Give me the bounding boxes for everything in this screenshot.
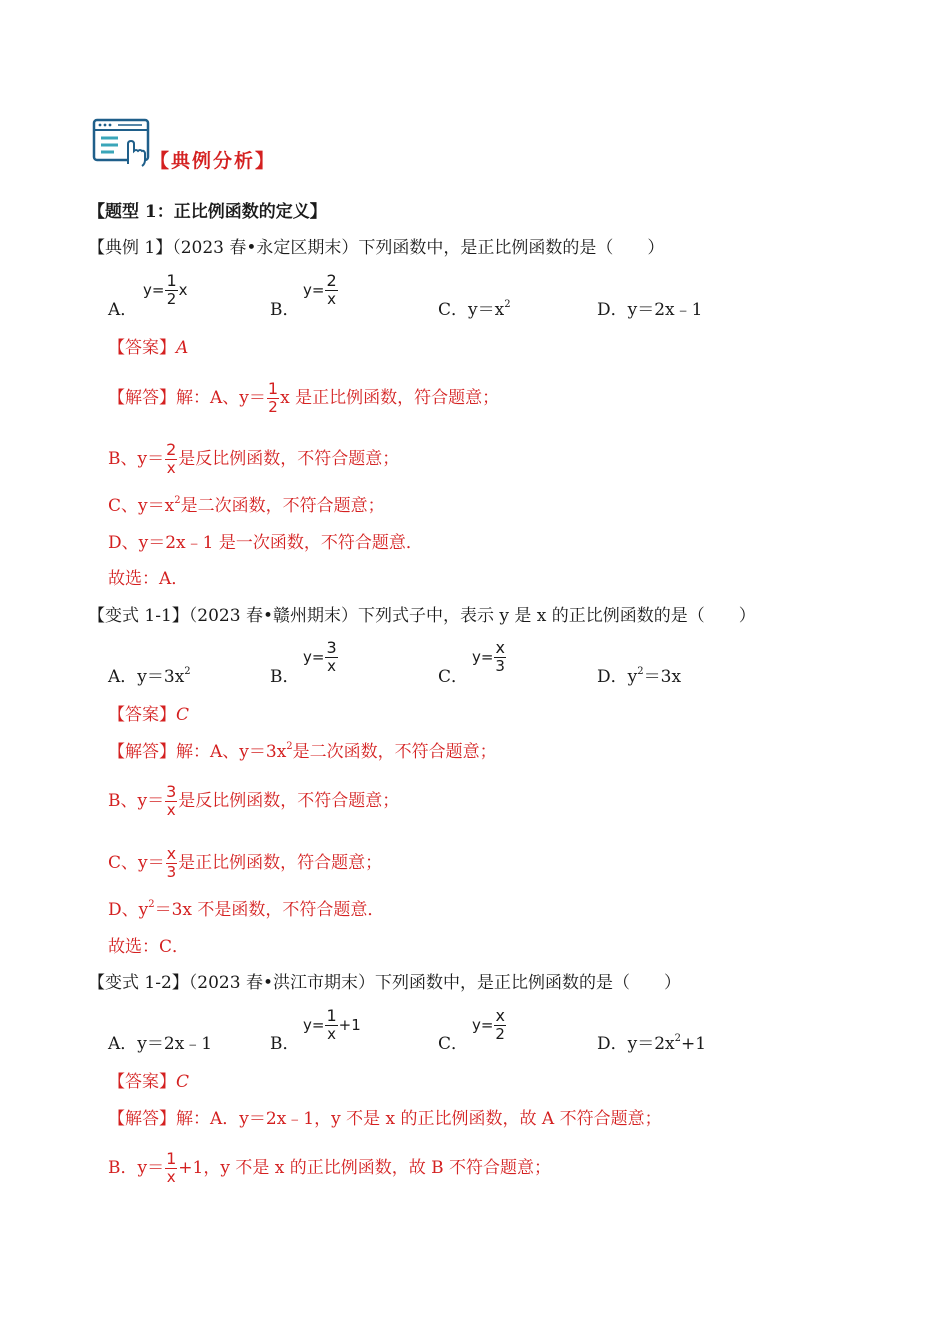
solution-text: 解：A、y＝3x bbox=[176, 742, 287, 762]
formula-tail: x bbox=[178, 281, 188, 299]
fraction-denominator: x bbox=[166, 801, 176, 819]
formula-lhs: y= bbox=[303, 648, 325, 666]
solution-text: 是正比例函数，符合题意； bbox=[178, 853, 383, 873]
solution-conclusion: 故选：C． bbox=[108, 937, 190, 957]
solution-text: B、y＝ bbox=[108, 449, 165, 469]
fraction-numerator: 1 bbox=[267, 379, 279, 398]
option-letter: D． bbox=[597, 300, 628, 320]
formula-lhs: y= bbox=[303, 1016, 325, 1034]
solution-text: 解：A、y＝ bbox=[176, 388, 266, 408]
option-b-formula bbox=[303, 1008, 361, 1042]
answer-value: C bbox=[176, 1072, 190, 1092]
fraction-denominator: x bbox=[166, 459, 176, 477]
fraction-denominator: x bbox=[166, 1168, 176, 1186]
superscript: 2 bbox=[174, 495, 181, 506]
option-letter: D． bbox=[597, 667, 628, 687]
solution-text: C、y＝x bbox=[108, 496, 175, 516]
fraction-numerator: x bbox=[166, 844, 177, 863]
solution-text: 是二次函数，不符合题意； bbox=[292, 742, 497, 762]
formula-tail: +1 bbox=[338, 1016, 361, 1034]
option-text: y＝3x bbox=[137, 667, 185, 687]
solution-text: B．y＝ bbox=[108, 1158, 165, 1178]
question-stem: （2023 春•洪江市期末）下列函数中，是正比例函数的是（ ） bbox=[188, 973, 681, 993]
answer-line bbox=[108, 703, 189, 727]
superscript: 2 bbox=[286, 741, 293, 752]
option-letter: A． bbox=[108, 1034, 138, 1054]
variant-1-1-stem bbox=[88, 604, 756, 628]
option-text: y＝2x bbox=[627, 1034, 675, 1054]
fraction-numerator: 1 bbox=[326, 1006, 337, 1025]
solution-text: +1，y 不是 x 的正比例函数，故 B 不符合题意； bbox=[178, 1158, 552, 1178]
option-text: y＝2x﹣1 bbox=[137, 1034, 213, 1054]
superscript: 2 bbox=[184, 666, 191, 677]
option-text: y bbox=[627, 667, 638, 687]
solution-text: x 是正比例函数，符合题意； bbox=[280, 388, 500, 408]
answer-label: 【答案】 bbox=[108, 338, 176, 358]
formula-lhs: y= bbox=[472, 648, 494, 666]
formula-lhs: y= bbox=[472, 1016, 494, 1034]
option-letter: D． bbox=[597, 1034, 628, 1054]
option-a-formula bbox=[143, 273, 188, 307]
option-letter: A． bbox=[108, 300, 138, 320]
fraction-numerator: 1 bbox=[166, 1149, 177, 1168]
option-d bbox=[597, 1032, 706, 1056]
solution-line-2 bbox=[108, 1143, 551, 1193]
superscript: 2 bbox=[674, 1033, 682, 1044]
answer-label: 【答案】 bbox=[108, 705, 176, 725]
fraction-numerator: 3 bbox=[166, 782, 177, 801]
fraction-denominator: 2 bbox=[268, 398, 278, 416]
option-letter: B． bbox=[270, 1034, 300, 1054]
solution-label: 【解答】 bbox=[108, 742, 176, 762]
solution-line-3 bbox=[108, 838, 382, 888]
answer-line bbox=[108, 336, 188, 360]
fraction-denominator: 2 bbox=[166, 290, 177, 308]
option-b bbox=[270, 1032, 300, 1056]
option-a bbox=[108, 665, 191, 689]
option-c bbox=[438, 1032, 468, 1056]
solution-line-1 bbox=[108, 740, 497, 764]
fraction-numerator: x bbox=[495, 638, 505, 657]
option-text: ＝3x bbox=[643, 667, 682, 687]
variant-1-2-stem bbox=[88, 971, 681, 995]
fraction-denominator: 3 bbox=[166, 863, 177, 881]
option-d bbox=[597, 665, 681, 689]
answer-value: C bbox=[176, 705, 190, 725]
fraction-denominator: x bbox=[327, 290, 336, 308]
solution-text: B、y＝ bbox=[108, 791, 165, 811]
solution-text: D、y bbox=[108, 900, 149, 920]
option-a bbox=[108, 1032, 212, 1056]
answer-label: 【答案】 bbox=[108, 1072, 176, 1092]
fraction-denominator: x bbox=[327, 657, 336, 675]
example-label: 【变式 1-2】 bbox=[88, 973, 189, 993]
solution-label: 【解答】 bbox=[108, 1109, 176, 1129]
option-c-formula bbox=[472, 640, 506, 674]
option-c bbox=[438, 665, 468, 689]
option-letter: C． bbox=[438, 667, 469, 687]
superscript: 2 bbox=[504, 299, 511, 310]
solution-text: 是反比例函数，不符合题意； bbox=[178, 791, 400, 811]
fraction-numerator: x bbox=[495, 1006, 505, 1025]
ui-form-hand-icon bbox=[92, 118, 152, 172]
superscript: 2 bbox=[148, 899, 155, 910]
solution-line-4: D、y＝2x﹣1 是一次函数，不符合题意． bbox=[108, 533, 423, 553]
option-letter: C． bbox=[438, 300, 469, 320]
solution-line-2 bbox=[108, 434, 399, 484]
fraction-numerator: 3 bbox=[326, 638, 337, 657]
option-letter: C． bbox=[438, 1034, 469, 1054]
section-heading: 【典例分析】 bbox=[150, 150, 277, 172]
example-label: 【典例 1】 bbox=[88, 238, 173, 258]
solution-text: C、y＝ bbox=[108, 853, 165, 873]
example-1-stem bbox=[88, 236, 664, 260]
fraction-denominator: 3 bbox=[495, 657, 505, 675]
fraction-numerator: 1 bbox=[166, 271, 177, 290]
option-text: +1 bbox=[681, 1034, 707, 1054]
solution-line-4 bbox=[108, 898, 384, 922]
option-text: y＝2x﹣1 bbox=[627, 300, 703, 320]
option-c bbox=[438, 298, 511, 322]
option-d bbox=[597, 298, 702, 322]
formula-lhs: y= bbox=[303, 281, 325, 299]
answer-value: A bbox=[176, 338, 189, 358]
fraction-numerator: 2 bbox=[326, 271, 337, 290]
solution-text: 是反比例函数，不符合题意； bbox=[178, 449, 400, 469]
option-a bbox=[108, 298, 137, 322]
formula-lhs: y= bbox=[143, 281, 165, 299]
solution-label: 【解答】 bbox=[108, 388, 176, 408]
solution-conclusion: 故选：A． bbox=[108, 569, 189, 589]
option-letter: B． bbox=[270, 667, 300, 687]
option-c-formula bbox=[472, 1008, 506, 1042]
question-stem: （2023 春•永定区期末）下列函数中，是正比例函数的是（ ） bbox=[172, 238, 665, 258]
option-b-formula bbox=[303, 273, 338, 307]
option-letter: B． bbox=[270, 300, 300, 320]
superscript: 2 bbox=[637, 666, 644, 677]
answer-line bbox=[108, 1070, 189, 1094]
fraction-denominator: x bbox=[327, 1025, 336, 1043]
type-title: 【题型 1：正比例函数的定义】 bbox=[88, 202, 327, 222]
solution-line-2 bbox=[108, 776, 399, 826]
option-b-formula bbox=[303, 640, 338, 674]
option-text: y＝x bbox=[468, 300, 505, 320]
solution-line-1 bbox=[108, 1107, 662, 1131]
solution-line-1 bbox=[108, 373, 499, 423]
fraction-numerator: 2 bbox=[166, 440, 177, 459]
fraction-denominator: 2 bbox=[495, 1025, 505, 1043]
option-b bbox=[270, 665, 300, 689]
solution-line-3 bbox=[108, 494, 385, 518]
option-letter: A． bbox=[108, 667, 138, 687]
solution-text: 是二次函数，不符合题意； bbox=[180, 496, 385, 516]
example-label: 【变式 1-1】 bbox=[88, 606, 189, 626]
solution-text: ＝3x 不是函数，不符合题意． bbox=[154, 900, 385, 920]
question-stem: （2023 春•赣州期末）下列式子中，表示 y 是 x 的正比例函数的是（ ） bbox=[188, 606, 756, 626]
solution-text: 解：A．y＝2x﹣1，y 不是 x 的正比例函数，故 A 不符合题意； bbox=[176, 1109, 662, 1129]
option-b bbox=[270, 298, 300, 322]
